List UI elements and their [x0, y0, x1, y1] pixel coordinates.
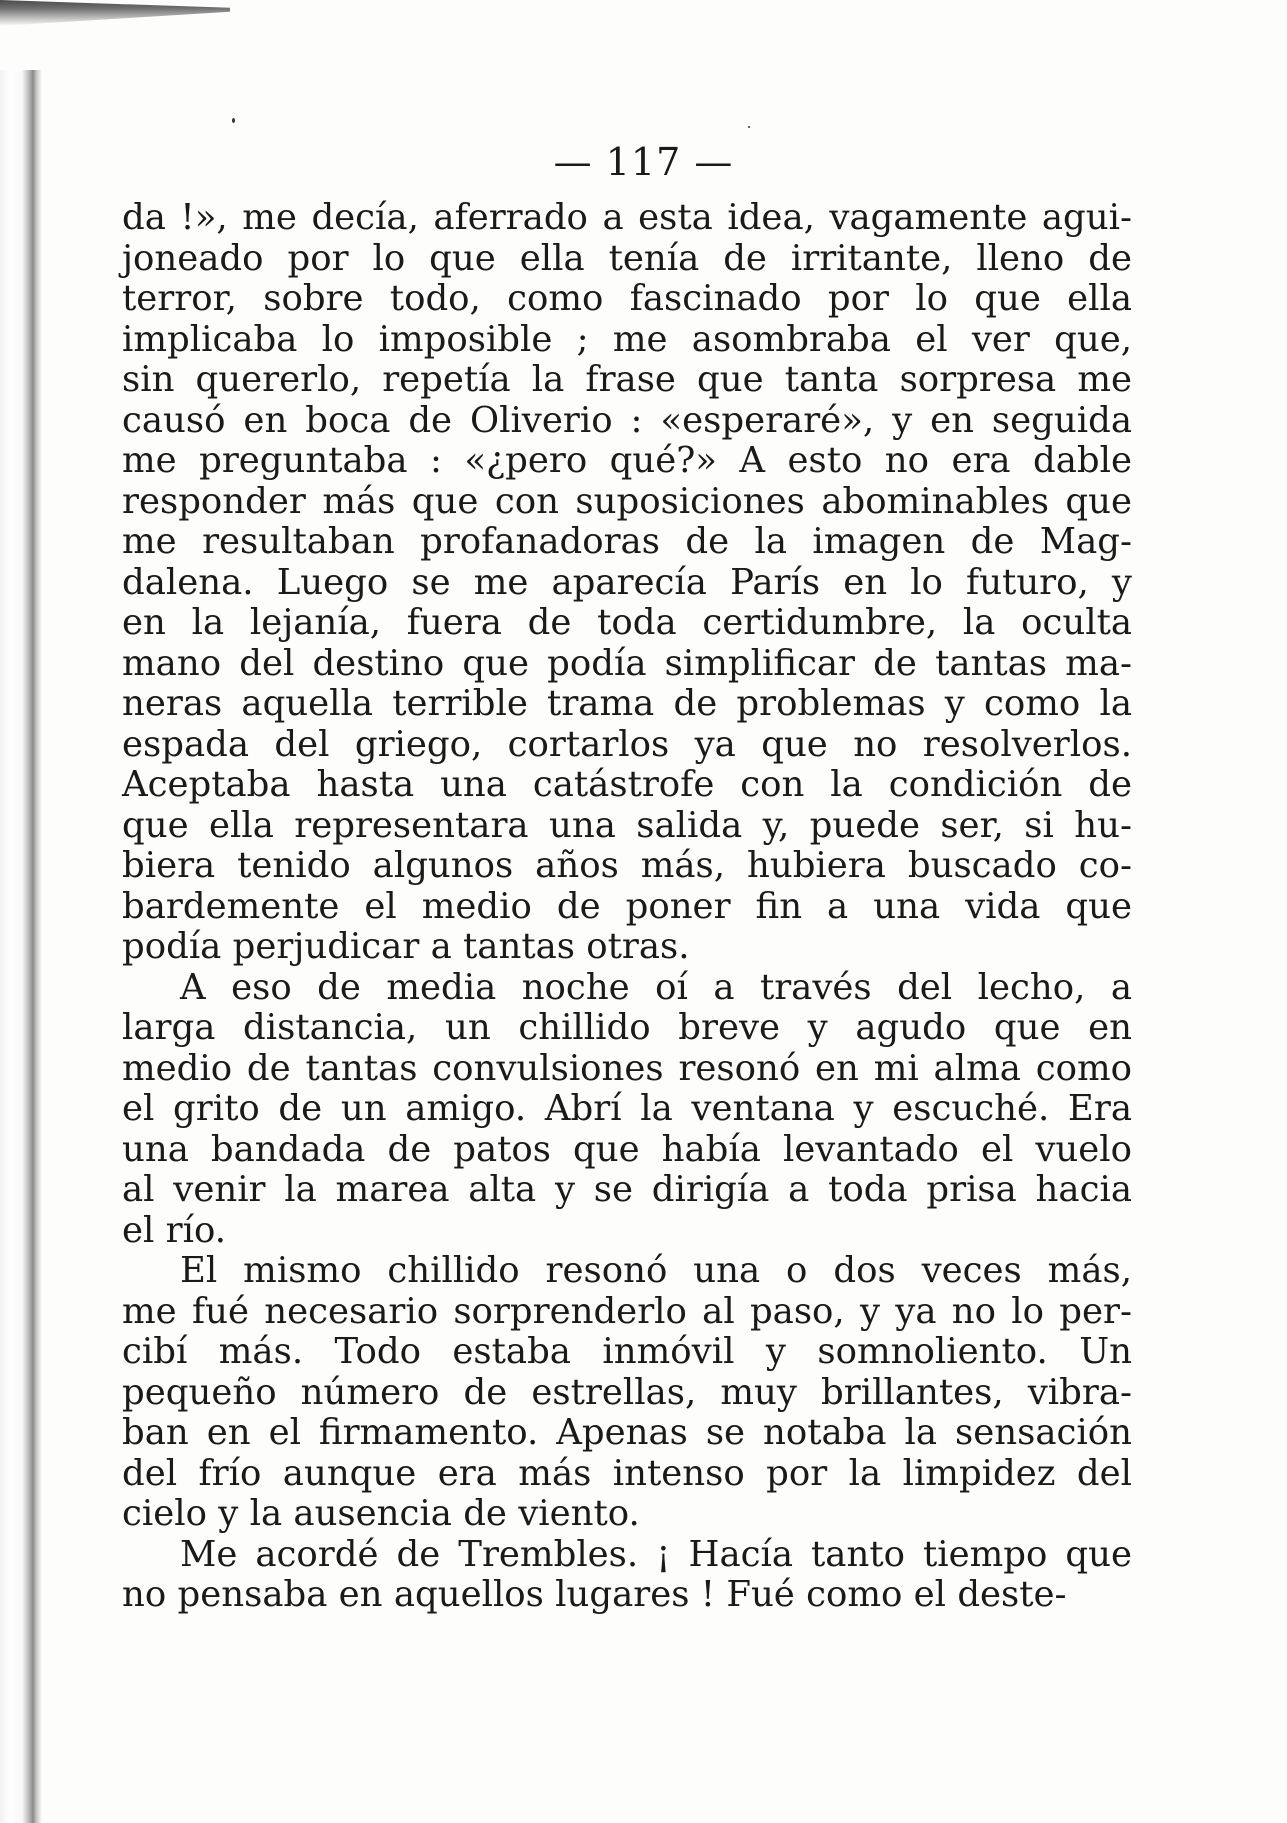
- text-line: pequeño número de estrellas, muy brillantes, vibra-: [122, 1371, 1132, 1413]
- text-line: sin quererlo, repetía la frase que tanta sorpresa me: [122, 359, 1132, 400]
- text-line: una bandada de patos que había levantado el vuelo: [122, 1128, 1132, 1170]
- text-line: podía perjudicar a tantas otras.: [122, 926, 690, 967]
- text-line: no pensaba en aquellos lugares ! Fué como el deste-: [122, 1574, 1067, 1615]
- text-line: responder más que con suposiciones abominables que: [122, 480, 1132, 522]
- text-line: me preguntaba : «¿pero qué?» A esto no era dable: [122, 440, 1132, 481]
- ink-speck: [748, 126, 750, 128]
- text-line: larga distancia, un chillido breve y agudo que en: [122, 1007, 1132, 1048]
- text-line: terror, sobre todo, como fascinado por lo que ella: [122, 278, 1132, 319]
- text-line: ban en el firmamento. Apenas se notaba la sensación: [122, 1412, 1132, 1453]
- text-line: da !», me decía, aferrado a esta idea, vagamente agui-: [122, 197, 1132, 238]
- text-line: cibí más. Todo estaba inmóvil y somnoliento. Un: [122, 1331, 1132, 1372]
- ink-speck: [232, 118, 235, 123]
- text-line: dalena. Luego se me aparecía París en lo futuro, y: [122, 561, 1132, 603]
- text-line: el grito de un amigo. Abrí la ventana y escuché. Era: [122, 1088, 1132, 1129]
- text-line: espada del griego, cortarlos ya que no resolverlos.: [122, 723, 1132, 765]
- page-number: — 117 —: [553, 140, 734, 184]
- body-text: [122, 198, 1132, 1616]
- text-line: A eso de media noche oí a través del lecho, a: [180, 966, 1132, 1008]
- text-line: Aceptaba hasta una catástrofe con la condición de: [122, 764, 1132, 805]
- text-line: biera tenido algunos años más, hubiera buscado co-: [122, 845, 1132, 886]
- text-line: que ella representara una salida y, puede ser, si hu-: [122, 804, 1132, 846]
- text-line: cielo y la ausencia de viento.: [122, 1493, 640, 1534]
- text-line: medio de tantas convulsiones resonó en mi alma como: [122, 1047, 1132, 1089]
- text-line: del frío aunque era más intenso por la limpidez del: [122, 1452, 1132, 1494]
- text-line: causó en boca de Oliverio : «esperaré», y en seguida: [122, 399, 1132, 441]
- text-line: me fué necesario sorprenderlo al paso, y ya no lo per-: [122, 1290, 1132, 1332]
- scan-smudge: [0, 0, 230, 26]
- text-line: al venir la marea alta y se dirigía a toda prisa hacia: [122, 1169, 1132, 1210]
- text-line: neras aquella terrible trama de problemas y como la: [122, 683, 1132, 724]
- text-line: Me acordé de Trembles. ¡ Hacía tanto tiempo que: [180, 1533, 1132, 1575]
- binding-edge: [0, 70, 42, 1823]
- text-line: El mismo chillido resonó una o dos veces más,: [180, 1250, 1132, 1291]
- text-line: mano del destino que podía simplificar de tantas ma-: [122, 642, 1132, 684]
- text-line: en la lejanía, fuera de toda certidumbre, la oculta: [122, 602, 1132, 643]
- text-line: bardemente el medio de poner fin a una vida que: [122, 885, 1132, 927]
- text-line: me resultaban profanadoras de la imagen de Mag-: [122, 521, 1132, 562]
- text-line: implicaba lo imposible ; me asombraba el ver que,: [122, 318, 1132, 360]
- text-line: joneado por lo que ella tenía de irritante, lleno de: [122, 237, 1132, 279]
- text-line: el río.: [122, 1209, 227, 1251]
